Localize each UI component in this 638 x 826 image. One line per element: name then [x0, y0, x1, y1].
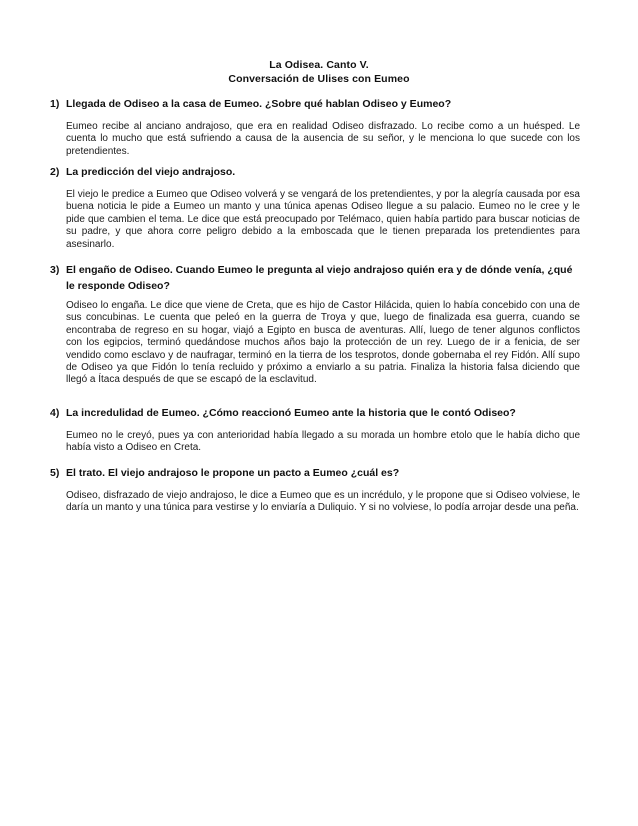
question-item-1: [50, 96, 580, 158]
question-heading: [50, 164, 580, 180]
document-subtitle: Conversación de Ulises con Eumeo: [228, 73, 410, 85]
question-item-2: [50, 164, 580, 251]
answer-text: El viejo le predice a Eumeo que Odiseo volverá y se vengará de los pretendientes, y por la alegría causada por esa buena noticia le pide a Eumeo un manto y una túnica apenas Odiseo llegue a su palacio. Eumeo no le cree y le pide que cambien el tema. Le dice que está preocupado por Telémaco, quien había partido para buscar noticias de su padre, y que ahora corre peligro debido a la emboscada que le tienen preparada los pretendientes para asesinarlo.: [66, 189, 580, 250]
question-number: 2): [50, 166, 60, 178]
document-title: La Odisea. Canto V.: [269, 59, 369, 71]
answer-text: Eumeo no le creyó, pues ya con anterioridad había llegado a su morada un hombre etolo que le había dicho que había visto a Odiseo en Creta.: [66, 430, 580, 454]
question-number: 5): [50, 467, 60, 479]
answer-text: Odiseo, disfrazado de viejo andrajoso, le dice a Eumeo que es un incrédulo, y le propone que si Odiseo volviese, le daría un manto y una túnica para vestirse y lo enviaría a Duliquio. Y si no volviese, lo podía arrojar desde una peña.: [66, 490, 580, 514]
question-item-3: [50, 262, 580, 387]
question-text: Llegada de Odiseo a la casa de Eumeo. ¿Sobre qué hablan Odiseo y Eumeo?: [66, 98, 452, 110]
question-number: 4): [50, 407, 60, 419]
document-header: [0, 58, 638, 86]
question-heading: [50, 262, 580, 294]
answer-text: Eumeo recibe al anciano andrajoso, que era en realidad Odiseo disfrazado. Lo recibe como a un huésped. Le cuenta lo mucho que está sufriendo a causa de la ausencia de su señor, y le menciona lo que sucede con los pretendientes.: [66, 121, 580, 157]
question-heading: [50, 96, 580, 112]
answer-text: Odiseo lo engaña. Le dice que viene de Creta, que es hijo de Castor Hilácida, quien lo había concebido con una de sus concubinas. Le cuenta que peleó en la guerra de Troya y que, luego de finalizada esa guerra, cuando se encontraba de regreso en su hogar, viajó a Egipto en busca de aventuras. Allí, luego de tener algunos conflictos con los egipcios, terminó quedándose muchos años bajo la protección de un rey. Luego de ir a fenicia, de ser vendido como esclavo y de naufragar, terminó en la tierra de los tesprotos, donde gobernaba el rey Fidón. Allí supo de Odiseo ya que Fidón lo tenía recluido y próximo a enviarlo a su patria. Finaliza la historia falsa diciendo que llegó a Ítaca después de que se escapó de la esclavitud.: [66, 300, 580, 386]
question-text: El trato. El viejo andrajoso le propone un pacto a Eumeo ¿cuál es?: [66, 467, 400, 479]
question-number: 3): [50, 264, 60, 276]
question-item-5: [50, 465, 580, 515]
question-text: La incredulidad de Eumeo. ¿Cómo reaccionó Eumeo ante la historia que le contó Odiseo?: [66, 407, 516, 419]
question-heading: [50, 405, 580, 421]
question-heading: [50, 465, 580, 481]
question-number: 1): [50, 98, 60, 110]
question-item-4: [50, 405, 580, 455]
question-text: La predicción del viejo andrajoso.: [66, 166, 236, 178]
question-text: El engaño de Odiseo. Cuando Eumeo le pregunta al viejo andrajoso quién era y de dónde venía, ¿qué le responde Odiseo?: [66, 264, 573, 292]
